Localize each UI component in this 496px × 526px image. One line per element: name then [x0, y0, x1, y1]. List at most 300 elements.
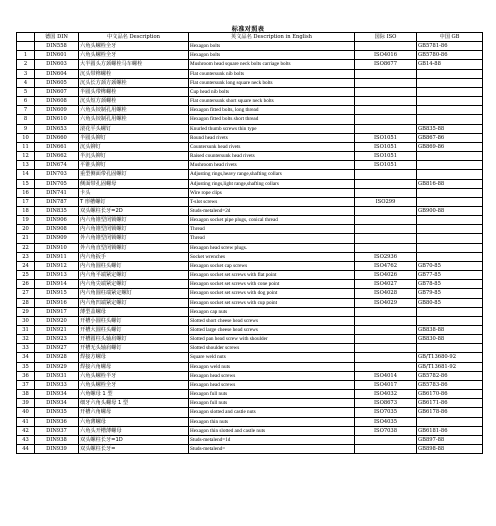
english-description: Flat countersunk nib bolts	[189, 69, 355, 78]
gb-code	[417, 197, 483, 206]
table-row	[17, 353, 483, 362]
iso-code	[355, 69, 417, 78]
din-code: DIN937	[35, 426, 79, 435]
gb-code: GB5780-86	[417, 51, 483, 60]
chinese-description: 大半圆头方颈螺栓马车螺栓	[79, 60, 189, 69]
table-row	[17, 316, 483, 325]
table-row	[17, 289, 483, 298]
iso-code	[355, 106, 417, 115]
table-row	[17, 271, 483, 280]
din-code: DIN938	[35, 435, 79, 444]
chinese-description: 开槽大圆柱头螺钉	[79, 326, 189, 335]
english-description: Wire rope clips	[189, 188, 355, 197]
din-code: DIN787	[35, 197, 79, 206]
chinese-description: 六角薄螺母	[79, 417, 189, 426]
din-code: DIN934	[35, 390, 79, 399]
iso-code: ISO8673	[355, 399, 417, 408]
din-code: DIN703	[35, 170, 79, 179]
gb-code: GB14-88	[417, 60, 483, 69]
english-description: Slotted large cheese head screws	[189, 326, 355, 335]
english-description: Slotted shoulder screws	[189, 344, 355, 353]
row-index: 38	[17, 390, 35, 399]
english-description: Hexagon head screws	[189, 380, 355, 389]
chinese-description: 六角头螺栓全牙	[79, 380, 189, 389]
row-index: 13	[17, 161, 35, 170]
gb-code: GB5781-86	[417, 42, 483, 51]
iso-code	[355, 179, 417, 188]
gb-code: GB869-86	[417, 142, 483, 151]
row-index: 34	[17, 353, 35, 362]
gb-code: GB70-85	[417, 261, 483, 270]
table-row	[17, 188, 483, 197]
chinese-description: 开槽无头轴肩螺钉	[79, 344, 189, 353]
chinese-description: 沉头铆钉	[79, 142, 189, 151]
table-row	[17, 298, 483, 307]
table-row	[17, 179, 483, 188]
iso-code	[355, 445, 417, 454]
english-description: Slotted short cheese head screws	[189, 316, 355, 325]
iso-code	[355, 206, 417, 215]
chinese-description: 内六角圆柱端紧定螺钉	[79, 289, 189, 298]
row-index: 4	[17, 78, 35, 87]
english-description: Flat countersunk long square neck bolts	[189, 78, 355, 87]
iso-code: ISO8677	[355, 60, 417, 69]
iso-code	[355, 170, 417, 179]
din-code: DIN906	[35, 216, 79, 225]
gb-code: GB6170-86	[417, 390, 483, 399]
din-code: DIN929	[35, 362, 79, 371]
header-iso: 国际 ISO	[355, 33, 417, 42]
table-row	[17, 197, 483, 206]
english-description: Cup head nib bolts	[189, 87, 355, 96]
row-index: 21	[17, 234, 35, 243]
header-chinese-description: 中文品名 Description	[79, 33, 189, 42]
row-index: 37	[17, 380, 35, 389]
din-code: DIN603	[35, 60, 79, 69]
table-row	[17, 216, 483, 225]
din-code: DIN610	[35, 115, 79, 124]
iso-code	[355, 435, 417, 444]
din-code: DIN939	[35, 445, 79, 454]
row-index: 33	[17, 344, 35, 353]
din-code: DIN920	[35, 316, 79, 325]
row-index: 23	[17, 252, 35, 261]
iso-code	[355, 353, 417, 362]
din-code: DIN910	[35, 243, 79, 252]
table-row	[17, 344, 483, 353]
gb-code: GB867-86	[417, 133, 483, 142]
din-code: DIN605	[35, 78, 79, 87]
gb-code	[417, 234, 483, 243]
din-code: DIN908	[35, 225, 79, 234]
chinese-description: 内六角凹端紧定螺钉	[79, 298, 189, 307]
table-row	[17, 408, 483, 417]
gb-code: GB79-85	[417, 289, 483, 298]
chinese-description: 内六角锥型闭锁螺钉	[79, 216, 189, 225]
row-index: 36	[17, 371, 35, 380]
din-code: DIN915	[35, 289, 79, 298]
header-gb: 中国 GB	[417, 33, 483, 42]
iso-code	[355, 243, 417, 252]
chinese-description: 薄型盖螺母	[79, 307, 189, 316]
chinese-description: 外六角直型闭锁螺钉	[79, 243, 189, 252]
gb-code: GB80-85	[417, 298, 483, 307]
din-code: DIN661	[35, 142, 79, 151]
table-row	[17, 225, 483, 234]
row-index: 3	[17, 69, 35, 78]
iso-code	[355, 188, 417, 197]
english-description: Socket wrenches	[189, 252, 355, 261]
row-index: 18	[17, 206, 35, 215]
table-row	[17, 115, 483, 124]
table-row	[17, 206, 483, 215]
gb-code	[417, 188, 483, 197]
iso-code: ISO1051	[355, 152, 417, 161]
row-index: 24	[17, 261, 35, 270]
row-index: 14	[17, 170, 35, 179]
din-code: DIN609	[35, 106, 79, 115]
row-index: 42	[17, 426, 35, 435]
header-index	[17, 33, 35, 42]
english-description: Slotted pan head screw with shoulder	[189, 335, 355, 344]
iso-code: ISO4028	[355, 289, 417, 298]
gb-code	[417, 97, 483, 106]
iso-code	[355, 87, 417, 96]
row-index: 8	[17, 115, 35, 124]
iso-code	[355, 362, 417, 371]
row-index: 9	[17, 124, 35, 133]
chinese-description: 重型侧面带孔固螺钉	[79, 170, 189, 179]
din-code: DIN913	[35, 271, 79, 280]
english-description: Hexagon cap nuts	[189, 307, 355, 316]
chinese-description: 双头螺柱长牙=2D	[79, 206, 189, 215]
row-index: 2	[17, 60, 35, 69]
row-index: 26	[17, 280, 35, 289]
iso-code: ISO7038	[355, 426, 417, 435]
din-code: DIN660	[35, 133, 79, 142]
table-row	[17, 335, 483, 344]
english-description: Round head rivets	[189, 133, 355, 142]
iso-code	[355, 326, 417, 335]
row-index: 31	[17, 326, 35, 335]
table-row	[17, 78, 483, 87]
english-description: Thread	[189, 225, 355, 234]
chinese-description: 沉头带榫螺栓	[79, 69, 189, 78]
chinese-description: 开槽圆柱头轴肩螺钉	[79, 335, 189, 344]
din-code: DIN705	[35, 179, 79, 188]
din-code: DIN607	[35, 87, 79, 96]
table-header-row	[17, 33, 483, 42]
english-description: Hexagon bolts	[189, 51, 355, 60]
din-code: DIN835	[35, 206, 79, 215]
din-code: DIN936	[35, 417, 79, 426]
row-index: 35	[17, 362, 35, 371]
table-row	[17, 399, 483, 408]
chinese-description: 六角螺母 1 型	[79, 390, 189, 399]
gb-code: GB6181-86	[417, 426, 483, 435]
table-row	[17, 280, 483, 289]
iso-code	[355, 234, 417, 243]
english-description: Adjusting rings,light range,shafting collars	[189, 179, 355, 188]
gb-code	[417, 115, 483, 124]
chinese-description: 内六角扳手	[79, 252, 189, 261]
table-row	[17, 142, 483, 151]
english-description: Hexagon full nuts	[189, 390, 355, 399]
chinese-description: 开槽小圆柱头螺钉	[79, 316, 189, 325]
row-index: 25	[17, 271, 35, 280]
row-index: 22	[17, 243, 35, 252]
chinese-description: 六角头铰制孔用螺栓	[79, 115, 189, 124]
row-index: 28	[17, 298, 35, 307]
gb-code: GB/T13680-92	[417, 353, 483, 362]
table-row	[17, 417, 483, 426]
english-description: Hexagon socket set screws with cup point	[189, 298, 355, 307]
din-code: DIN608	[35, 97, 79, 106]
din-code: DIN662	[35, 152, 79, 161]
english-description: Hexagon head screw plugs.	[189, 243, 355, 252]
table-row	[17, 371, 483, 380]
iso-code	[355, 307, 417, 316]
english-description: Thread	[189, 234, 355, 243]
chinese-description: 双头螺柱长牙=	[79, 445, 189, 454]
english-description: Hexagon full nuts	[189, 399, 355, 408]
chinese-description: 滚花平头螺钉	[79, 124, 189, 133]
table-row	[17, 60, 483, 69]
chinese-description: 开槽六角螺母	[79, 408, 189, 417]
iso-code: ISO1051	[355, 133, 417, 142]
din-code: DIN916	[35, 298, 79, 307]
gb-code	[417, 87, 483, 96]
english-description: Hexagon weld nuts	[189, 362, 355, 371]
row-index: 20	[17, 225, 35, 234]
english-description: Mushroom head square neck bolts carriage bolts	[189, 60, 355, 69]
gb-code	[417, 170, 483, 179]
row-index: 29	[17, 307, 35, 316]
iso-code: ISO4017	[355, 380, 417, 389]
gb-code	[417, 106, 483, 115]
gb-code: GB6171-86	[417, 399, 483, 408]
gb-code: GB830-88	[417, 335, 483, 344]
din-code: DIN558	[35, 42, 79, 51]
chinese-description: 外六角锥型闭锁螺钉	[79, 234, 189, 243]
gb-code	[417, 225, 483, 234]
english-description: Hexagon slotted and castle nuts	[189, 408, 355, 417]
gb-code: GB898-88	[417, 445, 483, 454]
row-index: 32	[17, 335, 35, 344]
iso-code	[355, 124, 417, 133]
row-index: 41	[17, 417, 35, 426]
iso-code: ISO4032	[355, 390, 417, 399]
row-index: 40	[17, 408, 35, 417]
din-code: DIN909	[35, 234, 79, 243]
chinese-description: 半圆头铆钉	[79, 133, 189, 142]
chinese-description: 六角头铰制孔用螺栓	[79, 106, 189, 115]
chinese-description: 半沉头铆钉	[79, 152, 189, 161]
din-code: DIN923	[35, 335, 79, 344]
iso-code: ISO4014	[355, 371, 417, 380]
chinese-description: 六角头螺栓半牙	[79, 371, 189, 380]
chinese-description: 内六角锥型闭锁螺钉	[79, 225, 189, 234]
chinese-description: 焊接方螺母	[79, 353, 189, 362]
chinese-description: 六角头螺栓全牙	[79, 42, 189, 51]
iso-code: ISO4026	[355, 271, 417, 280]
row-index: 7	[17, 106, 35, 115]
row-index: 12	[17, 152, 35, 161]
row-index: 15	[17, 179, 35, 188]
english-description: T-slot screws	[189, 197, 355, 206]
english-description: Hexagon thin slotted and castle nuts	[189, 426, 355, 435]
chinese-description: 平锥头铆钉	[79, 161, 189, 170]
english-description: Hexagon socket set screws with dog point	[189, 289, 355, 298]
gb-code	[417, 161, 483, 170]
english-description: Knurled thumb screws thin type	[189, 124, 355, 133]
gb-code: GB897-88	[417, 435, 483, 444]
row-index: 10	[17, 133, 35, 142]
iso-code	[355, 225, 417, 234]
gb-code: GB900-88	[417, 206, 483, 215]
gb-code: GB5783-86	[417, 380, 483, 389]
iso-code	[355, 216, 417, 225]
gb-code: GB77-85	[417, 271, 483, 280]
gb-code	[417, 417, 483, 426]
din-code: DIN741	[35, 188, 79, 197]
gb-code	[417, 78, 483, 87]
iso-code: ISO1051	[355, 142, 417, 151]
header-english-description: 英文品名 Description in English	[189, 33, 355, 42]
din-code: DIN934	[35, 399, 79, 408]
din-code: DIN604	[35, 69, 79, 78]
iso-code: ISO4035	[355, 417, 417, 426]
document-title: 标准对照表	[231, 26, 265, 33]
english-description: Adjusting rings,heavy range,shafting collars	[189, 170, 355, 179]
english-description: Hexagon socket pipe plugs, conical thread	[189, 216, 355, 225]
iso-code: ISO4762	[355, 261, 417, 270]
din-code: DIN601	[35, 51, 79, 60]
english-description: Hexagon fitted bolts short thread	[189, 115, 355, 124]
table-row	[17, 152, 483, 161]
table-row	[17, 307, 483, 316]
gb-code	[417, 252, 483, 261]
table-row	[17, 106, 483, 115]
english-description: Mushroom head rivets	[189, 161, 355, 170]
english-description: Studs-metalend=	[189, 445, 355, 454]
english-description: Hexagon fitted bolts, long thread	[189, 106, 355, 115]
row-index	[17, 42, 35, 51]
chinese-description: 沉头长方颈方颈螺栓	[79, 78, 189, 87]
table-row	[17, 426, 483, 435]
din-code: DIN928	[35, 353, 79, 362]
table-row	[17, 234, 483, 243]
chinese-description: 双头螺柱长牙=1D	[79, 435, 189, 444]
iso-code	[355, 335, 417, 344]
din-code: DIN921	[35, 326, 79, 335]
din-code: DIN674	[35, 161, 79, 170]
iso-code	[355, 316, 417, 325]
chinese-description: 焊接六角螺母	[79, 362, 189, 371]
row-index: 44	[17, 445, 35, 454]
english-description: Countersunk head rivets	[189, 142, 355, 151]
chinese-description: 沉头短方颈螺栓	[79, 97, 189, 106]
table-row	[17, 87, 483, 96]
english-description: Hexagon socket set screws with cone point	[189, 280, 355, 289]
iso-code	[355, 344, 417, 353]
chinese-description: 内六角平端紧定螺钉	[79, 271, 189, 280]
chinese-description: 六角头螺栓全牙	[79, 51, 189, 60]
iso-code	[355, 42, 417, 51]
gb-code: GB6178-86	[417, 408, 483, 417]
iso-code: ISO299	[355, 197, 417, 206]
gb-code	[417, 307, 483, 316]
table-row	[17, 51, 483, 60]
table-row	[17, 435, 483, 444]
iso-code	[355, 97, 417, 106]
din-code: DIN653	[35, 124, 79, 133]
english-description: Hexagon bolts	[189, 42, 355, 51]
table-row	[17, 445, 483, 454]
din-code: DIN935	[35, 408, 79, 417]
row-index: 6	[17, 97, 35, 106]
english-description: Hexagon thin nuts	[189, 417, 355, 426]
table-row	[17, 42, 483, 51]
table-row	[17, 97, 483, 106]
din-code: DIN917	[35, 307, 79, 316]
gb-code: GB816-88	[417, 179, 483, 188]
din-code: DIN911	[35, 252, 79, 261]
row-index: 30	[17, 316, 35, 325]
iso-code	[355, 115, 417, 124]
chinese-description: 内六角圆柱头螺钉	[79, 261, 189, 270]
chinese-description: T 形槽螺钉	[79, 197, 189, 206]
row-index: 19	[17, 216, 35, 225]
gb-code	[417, 243, 483, 252]
chinese-description: 侧面带孔固螺母	[79, 179, 189, 188]
gb-code	[417, 152, 483, 161]
english-description: Hexagon socket cap screws	[189, 261, 355, 270]
iso-code: ISO2936	[355, 252, 417, 261]
din-code: DIN912	[35, 261, 79, 270]
table-row	[17, 326, 483, 335]
table-row	[17, 161, 483, 170]
english-description: Hexagon head screws	[189, 371, 355, 380]
iso-code: ISO4027	[355, 280, 417, 289]
table-row	[17, 170, 483, 179]
gb-code	[417, 216, 483, 225]
gb-code: GB838-88	[417, 326, 483, 335]
gb-code: GB/T13681-92	[417, 362, 483, 371]
iso-code: ISO1051	[355, 161, 417, 170]
iso-code: ISO4016	[355, 51, 417, 60]
table-row	[17, 133, 483, 142]
chinese-description: 内六角尖端紧定螺钉	[79, 280, 189, 289]
gb-code	[417, 69, 483, 78]
english-description: Raised countersunk head rivets	[189, 152, 355, 161]
iso-code: ISO4029	[355, 298, 417, 307]
table-row	[17, 69, 483, 78]
din-code: DIN931	[35, 371, 79, 380]
chinese-description: 六角头开槽薄螺母	[79, 426, 189, 435]
gb-code	[417, 344, 483, 353]
chinese-description: 半圆头带榫螺栓	[79, 87, 189, 96]
gb-code: GB5782-86	[417, 371, 483, 380]
gb-code: GB78-85	[417, 280, 483, 289]
din-code: DIN914	[35, 280, 79, 289]
table-row	[17, 243, 483, 252]
english-description: Flat countersunk short square neck bolts	[189, 97, 355, 106]
standards-comparison-table	[16, 32, 483, 454]
english-description: Hexagon socket set screws with flat point	[189, 271, 355, 280]
table-row	[17, 380, 483, 389]
din-code: DIN927	[35, 344, 79, 353]
